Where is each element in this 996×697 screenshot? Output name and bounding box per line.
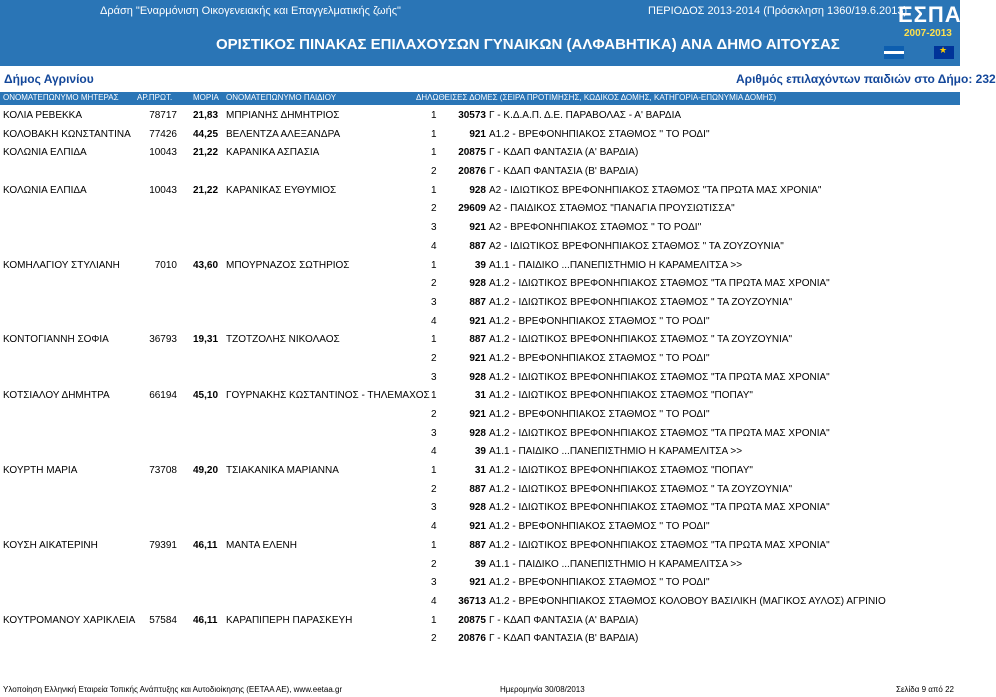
table-row: [0, 275, 960, 294]
structure-name: Α1.2 - ΙΔΙΩΤΙΚΟΣ ΒΡΕΦΟΝΗΠΙΑΚΟΣ ΣΤΑΘΜΟΣ " ΤΑ ΖΟΥΖΟΥΝΙΑ": [489, 296, 793, 308]
structure-code: 928: [469, 427, 486, 439]
structure-name: Α1.2 - ΒΡΕΦΟΝΗΠΙΑΚΟΣ ΣΤΑΘΜΟΣ '' ΤΟ ΡΟΔΙ'': [489, 352, 710, 364]
espa-logo-text: ΕΣΠΑ: [898, 2, 962, 27]
preference-order: 3: [431, 371, 437, 383]
preference-order: 1: [431, 128, 437, 140]
period-label: ΠΕΡΙΟΔΟΣ 2013-2014 (Πρόσκληση 1360/19.6.2013): [648, 5, 908, 17]
structure-code: 921: [469, 222, 486, 234]
structure-code: 39: [474, 259, 486, 271]
child-name: ΓΟΥΡΝΑΚΗΣ ΚΩΣΤΑΝΤΙΝΟΣ - ΤΗΛΕΜΑΧΟΣ: [226, 390, 430, 402]
preference-order: 1: [431, 259, 437, 271]
eu-flag-icon: [934, 46, 954, 59]
structure-code: 921: [469, 409, 486, 420]
structure-code: 921: [469, 315, 486, 327]
table-row: [0, 331, 960, 350]
table-row: [0, 294, 960, 313]
table-row: [0, 238, 960, 257]
preference-order: 2: [431, 558, 437, 570]
table-row: [0, 499, 960, 518]
footer-credit: Υλοποίηση Ελληνική Εταιρεία Τοπικής Ανάπτυξης και Αυτοδιοίκησης (ΕΕΤΑΑ ΑΕ), www.eetaa.gr: [3, 685, 343, 694]
structure-code: 921: [469, 577, 486, 589]
footer-date: Ημερομηνία 30/08/2013: [500, 685, 585, 694]
table-row: [0, 518, 960, 537]
registration-number: 78717: [149, 110, 177, 121]
registration-number: 7010: [154, 259, 177, 271]
structure-name: Α1.1 - ΠΑΙΔΙΚΟ ...ΠΑΝΕΠΙΣΤΗΜΙΟ Η ΚΑΡΑΜΕΛΙΤΣΑ >>: [489, 446, 743, 458]
table-row: [0, 369, 960, 388]
structure-code: 928: [469, 502, 486, 514]
structure-code: 887: [469, 240, 486, 252]
structure-code: 20876: [458, 166, 486, 178]
structure-name: Α2 - ΙΔΙΩΤΙΚΟΣ ΒΡΕΦΟΝΗΠΙΑΚΟΣ ΣΤΑΘΜΟΣ " ΤΑ ΖΟΥΖΟΥΝΙΑ": [489, 240, 784, 252]
structure-code: 30573: [458, 110, 486, 121]
structure-name: Α1.2 - ΙΔΙΩΤΙΚΟΣ ΒΡΕΦΟΝΗΠΙΑΚΟΣ ΣΤΑΘΜΟΣ "ΤΑ ΠΡΩΤΑ ΜΑΣ ΧΡΟΝΙΑ": [489, 427, 830, 439]
structure-name: Α1.2 - ΙΔΙΩΤΙΚΟΣ ΒΡΕΦΟΝΗΠΙΑΚΟΣ ΣΤΑΘΜΟΣ " ΤΑ ΖΟΥΖΟΥΝΙΑ": [489, 334, 793, 346]
table-row: [0, 630, 960, 649]
registration-number: 66194: [149, 390, 177, 402]
preference-order: 1: [431, 147, 437, 159]
structure-name: Α1.2 - ΒΡΕΦΟΝΗΠΙΑΚΟΣ ΣΤΑΘΜΟΣ '' ΤΟ ΡΟΔΙ'': [489, 315, 710, 327]
structure-name: Α1.2 - ΙΔΙΩΤΙΚΟΣ ΒΡΕΦΟΝΗΠΙΑΚΟΣ ΣΤΑΘΜΟΣ " ΤΑ ΖΟΥΖΟΥΝΙΑ": [489, 483, 793, 495]
preference-order: 3: [431, 296, 437, 308]
structure-code: 36713: [458, 595, 486, 607]
preference-order: 1: [431, 184, 437, 196]
table-row: [0, 144, 960, 163]
footer-page: Σελίδα 9 από 22: [896, 685, 954, 694]
child-name: ΚΑΡΑΠΙΠΕΡΗ ΠΑΡΑΣΚΕΥΗ: [226, 614, 353, 626]
mother-name: ΚΟΛΩΝΙΑ ΕΛΠΙΔΑ: [3, 184, 87, 196]
table-row: [0, 425, 960, 444]
preference-order: 4: [431, 521, 437, 533]
registration-number: 36793: [149, 334, 177, 346]
preference-order: 4: [431, 595, 437, 607]
points-value: 46,11: [193, 614, 218, 626]
structure-name: Α1.2 - ΒΡΕΦΟΝΗΠΙΑΚΟΣ ΣΤΑΘΜΟΣ ΚΟΛΟΒΟΥ ΒΑΣΙΛΙΚΗ (ΜΑΓΙΚΟΣ ΑΥΛΟΣ) ΑΓΡΙΝΙΟ: [489, 595, 886, 607]
structure-name: Α1.2 - ΙΔΙΩΤΙΚΟΣ ΒΡΕΦΟΝΗΠΙΑΚΟΣ ΣΤΑΘΜΟΣ "ΤΑ ΠΡΩΤΑ ΜΑΣ ΧΡΟΝΙΑ": [489, 539, 830, 551]
points-value: 21,83: [193, 110, 219, 121]
structure-name: Α1.2 - ΒΡΕΦΟΝΗΠΙΑΚΟΣ ΣΤΑΘΜΟΣ '' ΤΟ ΡΟΔΙ'': [489, 577, 710, 589]
structure-name: Α1.2 - ΒΡΕΦΟΝΗΠΙΑΚΟΣ ΣΤΑΘΜΟΣ '' ΤΟ ΡΟΔΙ'': [489, 128, 710, 140]
structure-code: 887: [469, 296, 486, 308]
mother-name: ΚΟΤΣΙΑΛΟΥ ΔΗΜΗΤΡΑ: [3, 390, 110, 402]
child-name: ΤΣΙΑΚΑΝΙΚΑ ΜΑΡΙΑΝΝΑ: [226, 465, 339, 477]
structure-name: Α1.1 - ΠΑΙΔΙΚΟ ...ΠΑΝΕΠΙΣΤΗΜΙΟ Η ΚΑΡΑΜΕΛΙΤΣΑ >>: [489, 558, 743, 570]
table-row: [0, 257, 960, 276]
preference-order: 3: [431, 427, 437, 439]
preference-order: 1: [431, 334, 437, 346]
structure-name: Α1.2 - ΙΔΙΩΤΙΚΟΣ ΒΡΕΦΟΝΗΠΙΑΚΟΣ ΣΤΑΘΜΟΣ "ΠΟΠΑΥ": [489, 465, 753, 477]
structure-code: 887: [469, 483, 486, 495]
points-value: 21,22: [193, 147, 219, 159]
table-row: [0, 107, 960, 126]
table-row: [0, 182, 960, 201]
preference-order: 3: [431, 577, 437, 589]
preference-order: 1: [431, 614, 437, 626]
child-name: ΤΖΟΤΖΟΛΗΣ ΝΙΚΟΛΑΟΣ: [226, 334, 340, 346]
child-name: ΚΑΡΑΝΙΚΑΣ ΕΥΘΥΜΙΟΣ: [226, 184, 337, 196]
points-value: 49,20: [193, 465, 219, 477]
structure-name: Α1.2 - ΙΔΙΩΤΙΚΟΣ ΒΡΕΦΟΝΗΠΙΑΚΟΣ ΣΤΑΘΜΟΣ "ΤΑ ΠΡΩΤΑ ΜΑΣ ΧΡΟΝΙΑ": [489, 371, 830, 383]
structure-code: 20875: [458, 147, 486, 159]
structure-code: 39: [474, 558, 486, 570]
table-row: [0, 537, 960, 556]
preference-order: 3: [431, 502, 437, 514]
structure-name: Γ - Κ.Δ.Α.Π. Δ.Ε. ΠΑΡΑΒΟΛΑΣ - Α' ΒΑΡΔΙΑ: [489, 110, 682, 121]
table-row: [0, 593, 960, 612]
page-title: ΟΡΙΣΤΙΚΟΣ ΠΙΝΑΚΑΣ ΕΠΙΛΑΧΟΥΣΩΝ ΓΥΝΑΙΚΩΝ (ΑΛΦΑΒΗΤΙΚΑ) ΑΝΑ ΔΗΜΟ ΑΙΤΟΥΣΑΣ: [216, 36, 840, 53]
registration-number: 10043: [149, 184, 177, 196]
structure-name: Α1.2 - ΙΔΙΩΤΙΚΟΣ ΒΡΕΦΟΝΗΠΙΑΚΟΣ ΣΤΑΘΜΟΣ "ΠΟΠΑΥ": [489, 390, 753, 402]
structure-name: Α2 - ΙΔΙΩΤΙΚΟΣ ΒΡΕΦΟΝΗΠΙΑΚΟΣ ΣΤΑΘΜΟΣ "ΤΑ ΠΡΩΤΑ ΜΑΣ ΧΡΟΝΙΑ": [489, 184, 822, 196]
structure-name: Α1.1 - ΠΑΙΔΙΚΟ ...ΠΑΝΕΠΙΣΤΗΜΙΟ Η ΚΑΡΑΜΕΛΙΤΣΑ >>: [489, 259, 743, 271]
table-row: [0, 387, 960, 406]
child-name: ΜΑΝΤΑ ΕΛΕΝΗ: [226, 539, 297, 551]
points-value: 21,22: [193, 184, 219, 196]
structure-code: 887: [469, 334, 486, 346]
registration-number: 77426: [149, 128, 177, 140]
child-name: ΜΠΟΥΡΝΑΖΟΣ ΣΩΤΗΡΙΟΣ: [226, 259, 350, 271]
structure-code: 921: [469, 521, 486, 533]
mother-name: ΚΟΥΣΗ ΑΙΚΑΤΕΡΙΝΗ: [3, 539, 98, 551]
table-row: [0, 313, 960, 332]
structure-name: Γ - ΚΔΑΠ ΦΑΝΤΑΣΙΑ (Α' ΒΑΡΔΙΑ): [489, 614, 639, 626]
structure-name: Α1.2 - ΙΔΙΩΤΙΚΟΣ ΒΡΕΦΟΝΗΠΙΑΚΟΣ ΣΤΑΘΜΟΣ "ΤΑ ΠΡΩΤΑ ΜΑΣ ΧΡΟΝΙΑ": [489, 502, 830, 514]
structure-name: Α2 - ΠΑΙΔΙΚΟΣ ΣΤΑΘΜΟΣ "ΠΑΝΑΓΙΑ ΠΡΟΥΣΙΩΤΙΣΣΑ": [489, 203, 735, 215]
col-child: ΟΝΟΜΑΤΕΠΩΝΥΜΟ ΠΑΙΔΙΟΥ: [226, 93, 337, 102]
table-row: [0, 612, 960, 631]
preference-order: 4: [431, 315, 437, 327]
table-row: [0, 462, 960, 481]
points-value: 19,31: [193, 334, 219, 346]
structure-code: 31: [474, 465, 486, 477]
table-row: [0, 350, 960, 369]
structure-code: 928: [469, 184, 486, 196]
col-regnum: ΑΡ.ΠΡΩΤ.: [137, 93, 173, 102]
results-table: [0, 107, 960, 649]
preference-order: 2: [431, 352, 437, 364]
structure-code: 39: [474, 446, 486, 458]
espa-logo: [880, 2, 962, 66]
structure-code: 921: [469, 128, 486, 140]
preference-order: 2: [431, 166, 437, 178]
points-value: 43,60: [193, 259, 219, 271]
structure-code: 29609: [458, 203, 486, 215]
structure-name: Α2 - ΒΡΕΦΟΝΗΠΙΑΚΟΣ ΣΤΑΘΜΟΣ '' ΤΟ ΡΟΔΙ'': [489, 222, 702, 234]
preference-order: 4: [431, 446, 437, 458]
points-value: 44,25: [193, 128, 219, 140]
table-row: [0, 126, 960, 145]
registration-number: 73708: [149, 465, 177, 477]
child-name: ΜΠΡΙΑΝΗΣ ΔΗΜΗΤΡΙΟΣ: [226, 110, 340, 121]
col-mother: ΟΝΟΜΑΤΕΠΩΝΥΜΟ ΜΗΤΕΡΑΣ: [3, 93, 119, 102]
structure-name: Γ - ΚΔΑΠ ΦΑΝΤΑΣΙΑ (Β' ΒΑΡΔΙΑ): [489, 166, 639, 178]
preference-order: 1: [431, 390, 437, 402]
municipality-name: Δήμος Αγρινίου: [4, 72, 94, 86]
structure-code: 928: [469, 371, 486, 383]
registration-number: 79391: [149, 539, 177, 551]
mother-name: ΚΟΥΡΤΗ ΜΑΡΙΑ: [3, 465, 78, 477]
mother-name: ΚΟΛΟΒΑΚΗ ΚΩΝΣΤΑΝΤΙΝΑ: [3, 128, 131, 140]
mother-name: ΚΟΛΩΝΙΑ ΕΛΠΙΔΑ: [3, 147, 87, 159]
preference-order: 1: [431, 539, 437, 551]
mother-name: ΚΟΥΤΡΟΜΑΝΟΥ ΧΑΡΙΚΛΕΙΑ: [3, 614, 136, 626]
preference-order: 2: [431, 278, 437, 290]
structure-code: 20875: [458, 614, 486, 626]
points-value: 46,11: [193, 539, 218, 551]
structure-name: Α1.2 - ΒΡΕΦΟΝΗΠΙΑΚΟΣ ΣΤΑΘΜΟΣ '' ΤΟ ΡΟΔΙ'': [489, 521, 710, 533]
mother-name: ΚΟΜΗΛΑΓΙΟΥ ΣΤΥΛΙΑΝΗ: [3, 259, 120, 271]
structure-code: 31: [474, 390, 486, 402]
points-value: 45,10: [193, 390, 219, 402]
preference-order: 1: [431, 465, 437, 477]
table-row: [0, 556, 960, 575]
structure-code: 928: [469, 278, 486, 290]
child-name: ΒΕΛΕΝΤΖΑ ΑΛΕΞΑΝΔΡΑ: [226, 128, 341, 140]
registration-number: 57584: [149, 614, 177, 626]
header-banner: [0, 0, 960, 66]
child-count-label: Αριθμός επιλαχόντων παιδιών στο Δήμο: 232: [736, 72, 996, 86]
structure-name: Γ - ΚΔΑΠ ΦΑΝΤΑΣΙΑ (Α' ΒΑΡΔΙΑ): [489, 147, 639, 159]
preference-order: 2: [431, 483, 437, 495]
table-row: [0, 481, 960, 500]
preference-order: 1: [431, 110, 437, 121]
greek-flag-icon: [884, 46, 904, 59]
table-row: [0, 443, 960, 462]
table-header: [0, 92, 960, 105]
program-title: Δράση "Εναρμόνιση Οικογενειακής και Επαγγελματικής ζωής": [100, 5, 401, 17]
structure-name: Α1.2 - ΒΡΕΦΟΝΗΠΙΑΚΟΣ ΣΤΑΘΜΟΣ '' ΤΟ ΡΟΔΙ'': [489, 409, 710, 420]
mother-name: ΚΟΛΙΑ ΡΕΒΕΚΚΑ: [3, 110, 83, 121]
structure-code: 887: [469, 539, 486, 551]
table-row: [0, 200, 960, 219]
preference-order: 4: [431, 240, 437, 252]
table-row: [0, 574, 960, 593]
structure-code: 921: [469, 352, 486, 364]
table-row: [0, 406, 960, 425]
table-row: [0, 163, 960, 182]
mother-name: ΚΟΝΤΟΓΙΑΝΝΗ ΣΟΦΙΑ: [3, 334, 109, 346]
col-structures: ΔΗΛΩΘΕΙΣΕΣ ΔΟΜΕΣ (ΣΕΙΡΑ ΠΡΟΤΙΜΗΣΗΣ, ΚΩΔΙΚΟΣ ΔΟΜΗΣ, ΚΑΤΗΓΟΡΙΑ-ΕΠΩΝΥΜΙΑ ΔΟΜΗΣ): [416, 93, 777, 102]
preference-order: 2: [431, 203, 437, 215]
registration-number: 10043: [149, 147, 177, 159]
col-points: ΜΟΡΙΑ: [193, 93, 219, 102]
table-row: [0, 219, 960, 238]
structure-code: 20876: [458, 633, 486, 645]
structure-name: Γ - ΚΔΑΠ ΦΑΝΤΑΣΙΑ (Β' ΒΑΡΔΙΑ): [489, 633, 639, 645]
preference-order: 2: [431, 633, 437, 645]
preference-order: 3: [431, 222, 437, 234]
child-name: ΚΑΡΑΝΙΚΑ ΑΣΠΑΣΙΑ: [226, 147, 320, 159]
espa-logo-years: 2007-2013: [904, 28, 952, 39]
preference-order: 2: [431, 409, 437, 420]
structure-name: Α1.2 - ΙΔΙΩΤΙΚΟΣ ΒΡΕΦΟΝΗΠΙΑΚΟΣ ΣΤΑΘΜΟΣ "ΤΑ ΠΡΩΤΑ ΜΑΣ ΧΡΟΝΙΑ": [489, 278, 830, 290]
